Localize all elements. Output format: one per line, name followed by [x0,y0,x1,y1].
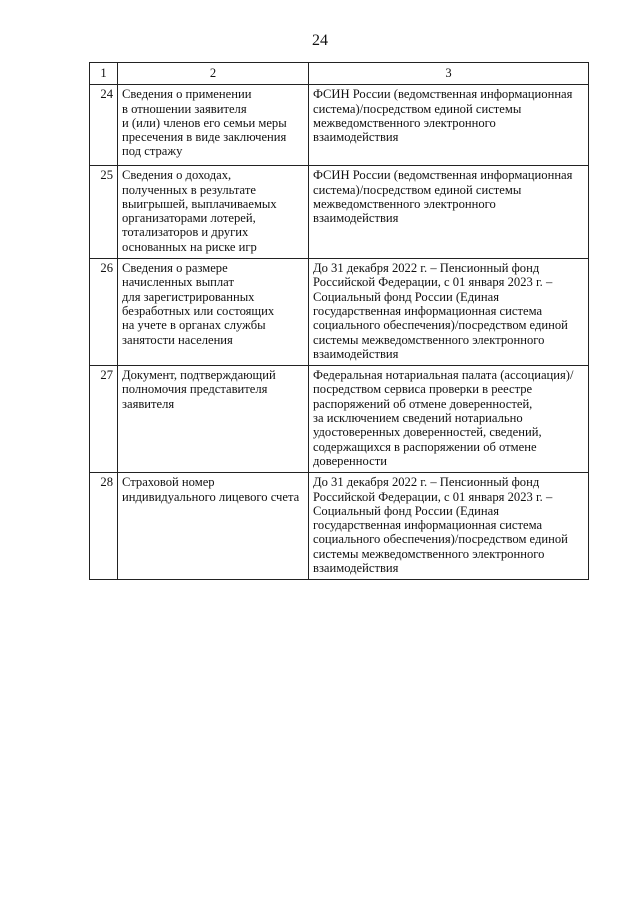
header-col-2: 2 [118,63,309,85]
row-source: ФСИН России (ведомственная информационная система)/посредством единой системы межведомственного электронного взаимодействия [309,85,589,166]
row-number: 27 [90,366,118,473]
row-source: До 31 декабря 2022 г. – Пенсионный фонд Российской Федерации, с 01 января 2023 г. – Социальный фонд России (Единая государственная информационная система социального обеспечения)/посредством единой системы межведомственного электронного взаимодействия [309,259,589,366]
row-number: 28 [90,473,118,580]
table-row [90,473,589,580]
row-number: 25 [90,166,118,259]
row-info: Сведения о размере начисленных выплат для зарегистрированных безработных или состоящих на учете в органах службы занятости населения [118,259,309,366]
row-info: Документ, подтверждающий полномочия представителя заявителя [118,366,309,473]
row-number: 26 [90,259,118,366]
row-info: Сведения о применении в отношении заявителя и (или) членов его семьи меры пресечения в виде заключения под стражу [118,85,309,166]
header-col-1: 1 [90,63,118,85]
table-row [90,259,589,366]
header-col-3: 3 [309,63,589,85]
services-table [89,62,589,580]
row-source: Федеральная нотариальная палата (ассоциация)/ посредством сервиса проверки в реестре распоряжений об отмене доверенностей, за исключением сведений нотариально удостоверенных доверенностей, сведений, содержащихся в распоряжении об отмене доверенности [309,366,589,473]
row-number: 24 [90,85,118,166]
table-header-row [90,63,589,85]
table-row [90,166,589,259]
table-row [90,85,589,166]
row-info: Сведения о доходах, полученных в результате выигрышей, выплачиваемых организаторами лотерей, тотализаторов и других основанных на риске игр [118,166,309,259]
row-source: ФСИН России (ведомственная информационная система)/посредством единой системы межведомственного электронного взаимодействия [309,166,589,259]
page-number: 24 [312,32,328,49]
row-info: Страховой номер индивидуального лицевого счета [118,473,309,580]
row-source: До 31 декабря 2022 г. – Пенсионный фонд Российской Федерации, с 01 января 2023 г. – Социальный фонд России (Единая государственная информационная система социального обеспечения)/посредством единой системы межведомственного электронного взаимодействия [309,473,589,580]
table-row [90,366,589,473]
